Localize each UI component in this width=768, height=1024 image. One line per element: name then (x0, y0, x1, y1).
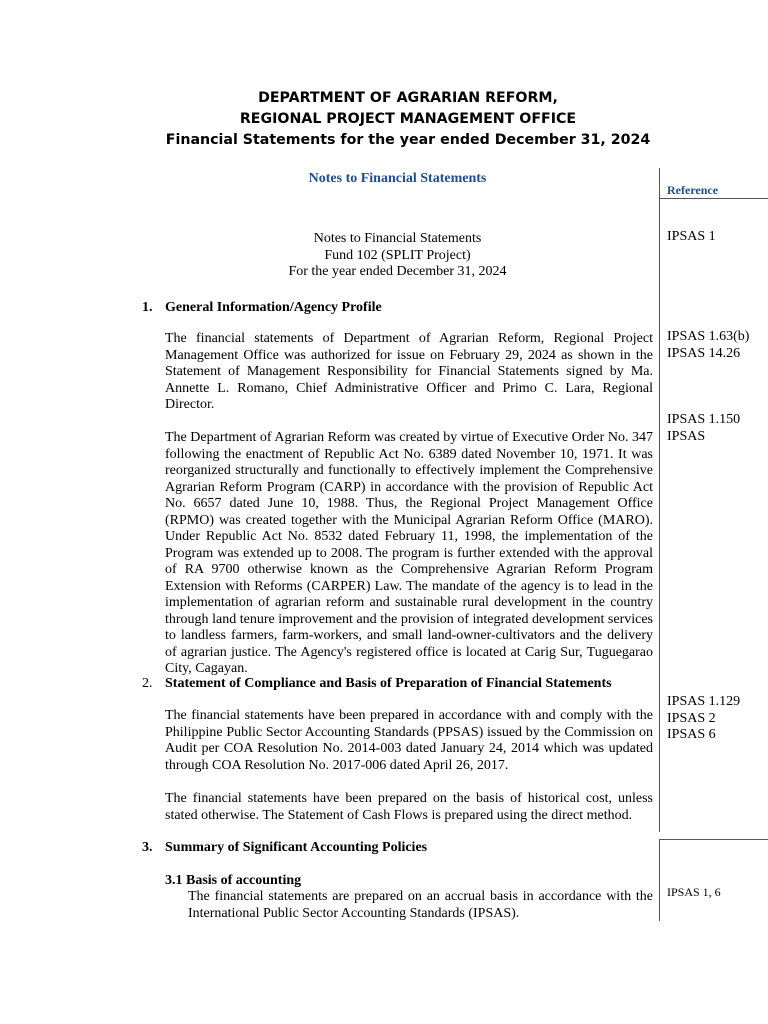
reference-column-divider (659, 168, 660, 832)
reference-text: IPSAS 1.63(b) (667, 329, 750, 344)
section-2-number: 2. (142, 676, 153, 691)
reference-section-rule (659, 839, 768, 840)
intro-period: For the year ended December 31, 2024 (288, 264, 507, 279)
notes-subtitle: Notes to Financial Statements (308, 171, 487, 186)
reference-basis-accounting (667, 884, 721, 901)
subsection-3-1-paragraph: The financial statements are prepared on an accrual basis in accordance with the International Public Sector Accounting Standards (IPSAS). (188, 889, 653, 921)
section-1-paragraph-1: The financial statements of Department of Agrarian Reform, Regional Project Management Office was authorized for issue on February 29, 2024 as shown in the Statement of Management Responsibility for Financial Statements signed by Ma. Annette L. Romano, Chief Administrative Officer and Primo C. Lara, Regional Director. (165, 331, 653, 412)
reference-authorization (667, 329, 749, 362)
reference-column-title: Reference (667, 183, 719, 197)
reference-agency-profile (667, 412, 740, 445)
reference-header-rule (659, 198, 768, 199)
header-office: REGIONAL PROJECT MANAGEMENT OFFICE (239, 111, 577, 127)
reference-text: IPSAS (667, 428, 706, 444)
header-agency: DEPARTMENT OF AGRARIAN REFORM, (258, 90, 558, 106)
reference-text: IPSAS 2 (667, 710, 716, 726)
reference-text: IPSAS 14.26 (667, 345, 741, 361)
reference-compliance (667, 694, 740, 744)
subsection-3-1-title: 3.1 Basis of accounting (165, 873, 302, 888)
section-1-title: General Information/Agency Profile (165, 300, 382, 315)
reference-column-divider-lower (659, 839, 660, 921)
section-3-number: 3. (142, 840, 153, 855)
intro-fund: Fund 102 (SPLIT Project) (324, 247, 471, 263)
reference-text: IPSAS 1 (667, 229, 716, 244)
section-2-title: Statement of Compliance and Basis of Preparation of Financial Statements (165, 676, 612, 691)
reference-text: IPSAS 1.129 (667, 694, 741, 709)
section-3-title: Summary of Significant Accounting Policies (165, 840, 428, 855)
reference-ipsas-1 (667, 229, 716, 246)
intro-title: Notes to Financial Statements (313, 231, 482, 246)
section-2-paragraph-1: The financial statements have been prepared in accordance with and comply with the Philippine Public Sector Accounting Standards (PPSAS) issued by the Commission on Audit per COA Resolution No. 2014-003 dated January 24, 2014 which was updated through COA Resolution No. 2017-006 dated April 26, 2017. (165, 708, 653, 773)
reference-text: IPSAS 1, 6 (667, 885, 721, 899)
document-header (0, 88, 768, 151)
header-statement-title: Financial Statements for the year ended December 31, 2024 (165, 132, 651, 148)
section-1-paragraph-2: The Department of Agrarian Reform was created by virtue of Executive Order No. 347 following the enactment of Republic Act No. 6389 dated November 10, 1971. It was reorganized structurally and functionally to effectively implement the Comprehensive Agrarian Reform Program (CARP) in accordance with the provision of Republic Act No. 6657 dated June 10, 1988. Thus, the Regional Project Management Office (RPMO) was created together with the Municipal Agrarian Reform Office (MARO). Under Republic Act No. 8532 dated February 11, 1998, the implementation of the Program was extended up to 2008. The program is further extended with the approval of RA 9700 otherwise known as the Comprehensive Agrarian Reform Program Extension with Reforms (CARPER) Law. The mandate of the agency is to lead in the implementation of agrarian reform and sustainable rural development in the country through land tenure improvement and the provision of integrated development services to landless farmers, farm-workers, and small land-owner-cultivators and the delivery of agrarian justice. The Agency's registered office is located at Carig Sur, Tuguegarao City, Cagayan. (165, 430, 653, 676)
reference-text: IPSAS 1.150 (667, 412, 741, 427)
notes-intro (140, 231, 655, 281)
section-1-number: 1. (142, 300, 153, 315)
reference-text: IPSAS 6 (667, 727, 716, 742)
section-2-paragraph-2: The financial statements have been prepared on the basis of historical cost, unless stated otherwise. The Statement of Cash Flows is prepared using the direct method. (165, 791, 653, 823)
